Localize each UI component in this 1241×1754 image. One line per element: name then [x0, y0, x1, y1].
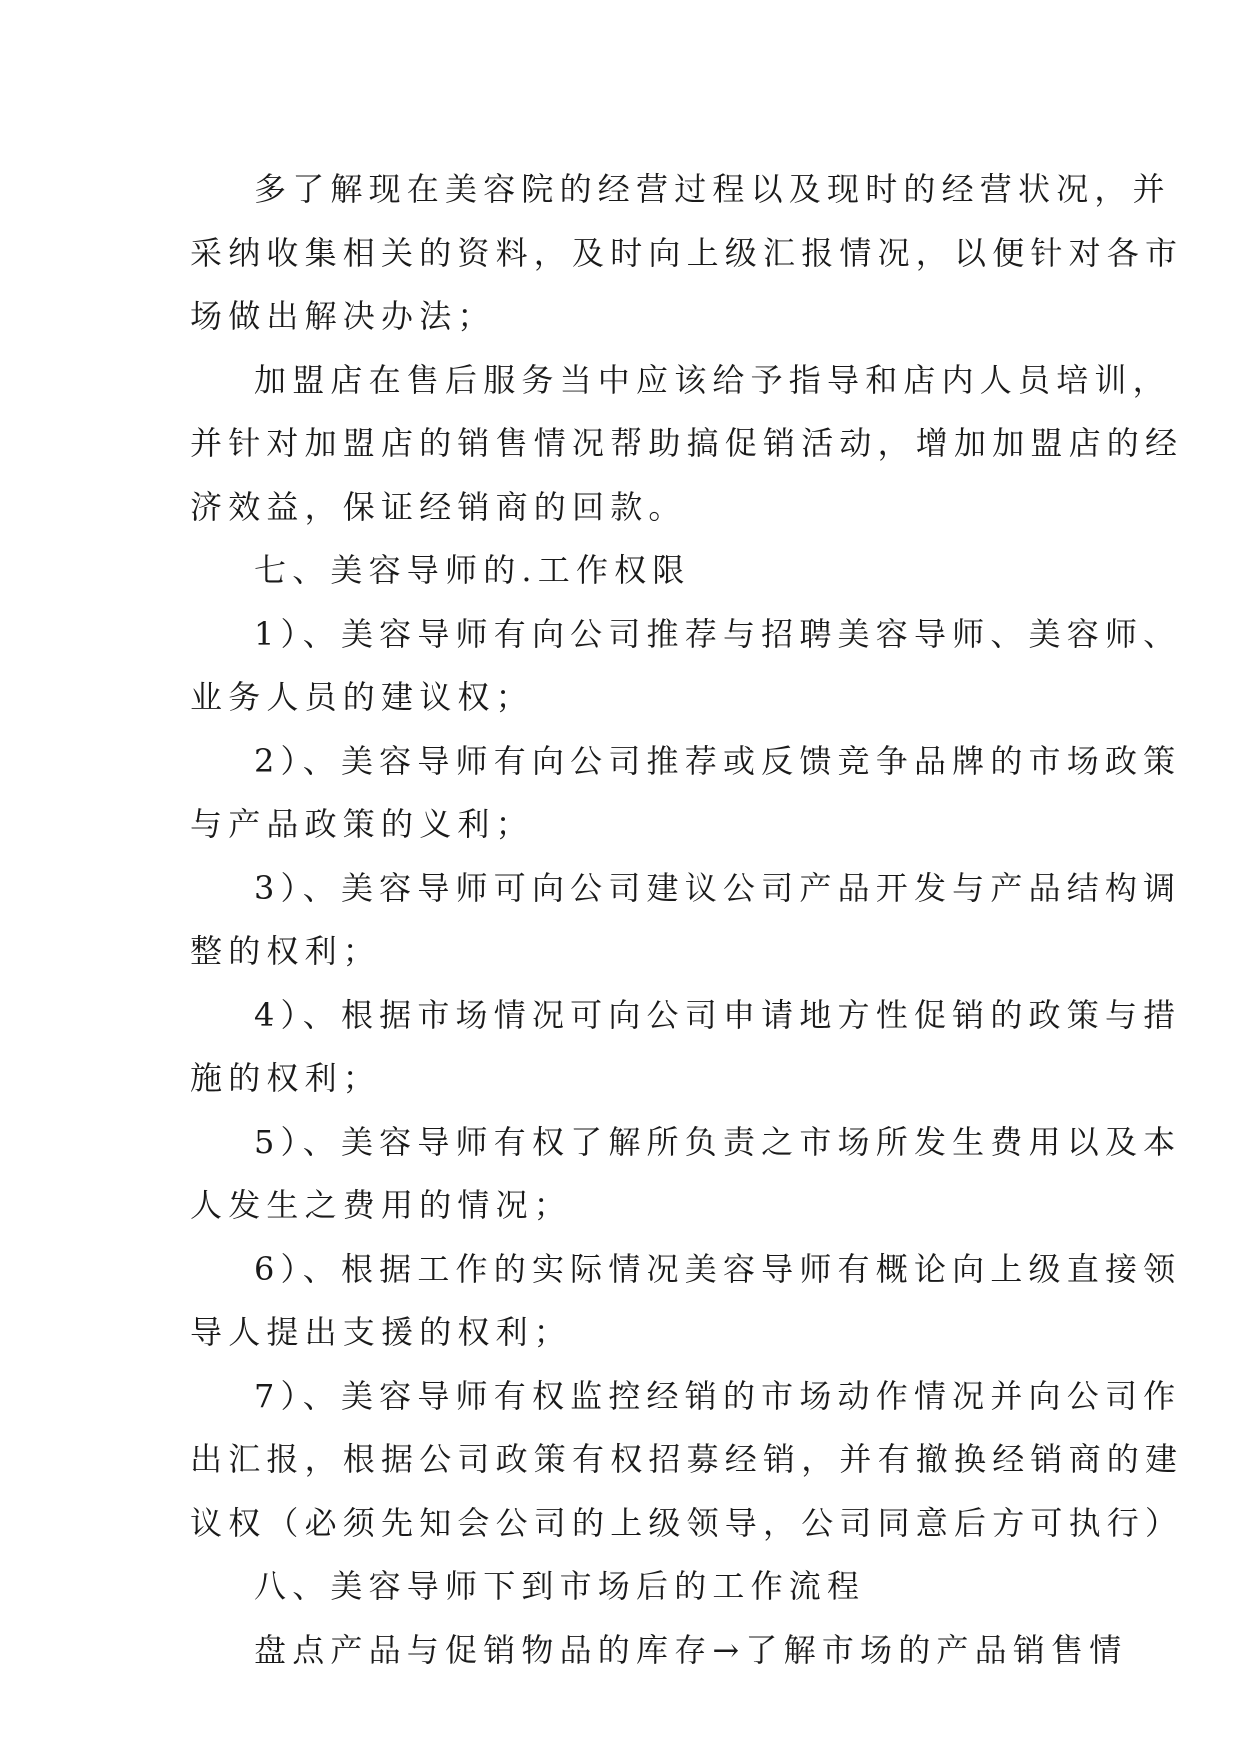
- text-line: 施的权利；: [190, 1059, 382, 1097]
- paragraph: [190, 1619, 1128, 1683]
- text-line: 八、美容导师下到市场后的工作流程: [254, 1567, 866, 1605]
- paragraph: [190, 1555, 1052, 1619]
- text-line: 场做出解决办法；: [190, 297, 496, 335]
- paragraph: [190, 857, 1182, 984]
- text-line: 盘点产品与促销物品的库存→了解市场的产品销售情: [254, 1630, 1128, 1669]
- text-line: 6）、根据工作的实际情况美容导师有概论向上级直接领: [254, 1249, 1182, 1288]
- text-line: 加盟店在售后服务当中应该给予指导和店内人员培训，: [254, 360, 1171, 399]
- text-line: 议权（必须先知会公司的上级领导，公司同意后方可执行）: [190, 1503, 1184, 1542]
- document-page: [190, 158, 1184, 1682]
- text-line: 七、美容导师的.工作权限: [254, 551, 691, 589]
- text-line: 出汇报，根据公司政策有权招募经销，并有撤换经销商的建: [190, 1440, 1184, 1478]
- paragraph: [190, 349, 1184, 540]
- text-line: 1）、美容导师有向公司推荐与招聘美容导师、美容师、: [254, 614, 1182, 653]
- text-line: 与产品政策的义利；: [190, 805, 534, 843]
- paragraph: [190, 730, 1182, 857]
- text-line: 济效益，保证经销商的回款。: [190, 487, 687, 526]
- paragraph: [190, 1365, 1184, 1556]
- paragraph: [190, 603, 1182, 730]
- paragraph: [190, 158, 1184, 349]
- text-line: 采纳收集相关的资料，及时向上级汇报情况，以便针对各市: [190, 233, 1184, 272]
- text-line: 人发生之费用的情况；: [190, 1186, 573, 1224]
- text-line: 多了解现在美容院的经营过程以及现时的经营状况，并: [254, 170, 1171, 208]
- paragraph: [190, 984, 1182, 1111]
- text-line: 7）、美容导师有权监控经销的市场动作情况并向公司作: [254, 1376, 1182, 1415]
- paragraph: [190, 1111, 1182, 1238]
- text-line: 4）、根据市场情况可向公司申请地方性促销的政策与措: [254, 995, 1182, 1034]
- paragraph: [190, 539, 1052, 603]
- paragraph: [190, 1238, 1182, 1365]
- text-line: 3）、美容导师可向公司建议公司产品开发与产品结构调: [254, 868, 1182, 907]
- text-line: 导人提出支援的权利；: [190, 1313, 573, 1351]
- text-line: 并针对加盟店的销售情况帮助搞促销活动，增加加盟店的经: [190, 424, 1184, 462]
- text-line: 业务人员的建议权；: [190, 678, 534, 716]
- text-line: 整的权利；: [190, 932, 382, 970]
- text-line: 5）、美容导师有权了解所负责之市场所发生费用以及本: [254, 1122, 1182, 1161]
- text-line: 2）、美容导师有向公司推荐或反馈竞争品牌的市场政策: [254, 741, 1182, 780]
